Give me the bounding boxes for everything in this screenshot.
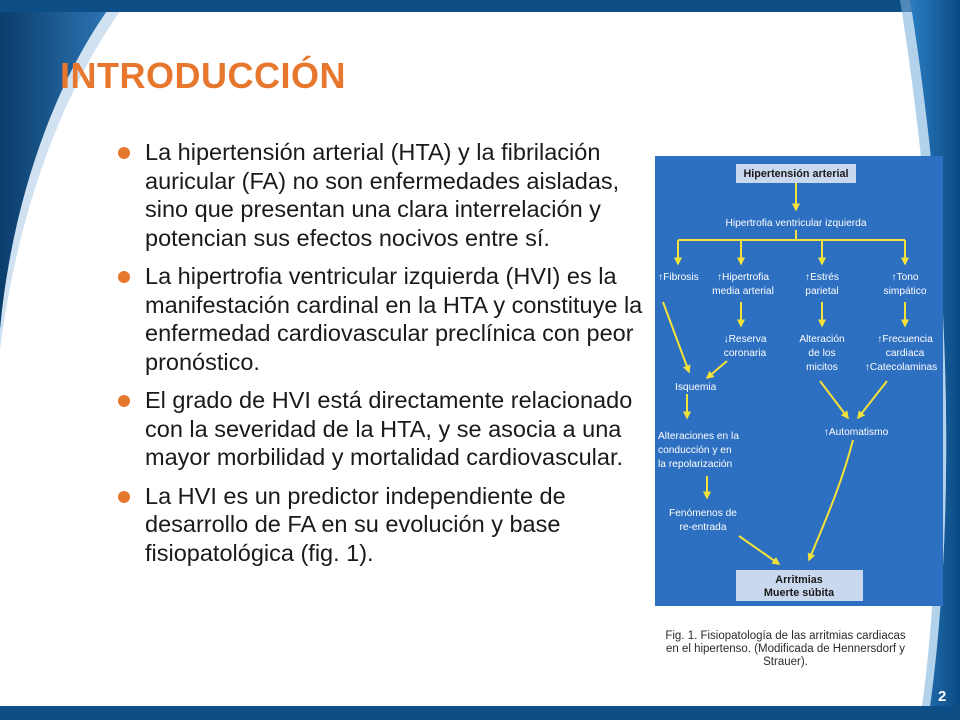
catecolaminas-label: ↑Catecolaminas [864, 362, 938, 373]
bullet-item [118, 138, 643, 252]
estres-parietal-label: parietal [805, 286, 839, 297]
bullet-dot-icon [118, 491, 130, 503]
reserva-coronaria-label: coronaria [723, 348, 767, 359]
alteraciones-conduccion-label: conducción y en [658, 445, 732, 456]
left-swoosh [0, 0, 115, 330]
slide-title: INTRODUCCIÓN [60, 55, 346, 96]
arrow [809, 440, 853, 560]
bullet-dot-icon [118, 395, 130, 407]
arrow [820, 381, 848, 418]
bullet-text: El grado de HVI está directamente relacionado con la severidad de la HTA, y se asocia a una mayor morbilidad y mortalidad cardiovascular. [145, 387, 633, 470]
bullet-text: La hipertrofia ventricular izquierda (HVI) es la manifestación cardinal en la HTA y constituye la enfermedad cardiovascular preclínica con peor pronóstico. [145, 263, 643, 375]
bullet-item [118, 482, 643, 568]
bottom-band [0, 706, 960, 720]
reentrada-label: re-entrada [679, 522, 727, 533]
estres-parietal-label: ↑Estrés [805, 272, 839, 283]
arrow [739, 536, 779, 564]
bullet-text: La HVI es un predictor independiente de desarrollo de FA en su evolución y base fisiopatológica (fig. 1). [145, 482, 566, 566]
bullet-dot-icon [118, 271, 130, 283]
bullet-item [118, 262, 643, 376]
top-band [0, 0, 960, 12]
reentrada-label: Fenómenos de [669, 508, 737, 519]
pathophysiology-diagram [655, 156, 943, 606]
arrow [663, 302, 689, 372]
bullet-dot-icon [118, 147, 130, 159]
alteraciones-conduccion-label: Alteraciones en la [658, 431, 739, 442]
bullet-text: La hipertensión arterial (HTA) y la fibrilación auricular (FA) no son enfermedades aisladas, sino que presentan una clara interrelación y potencian sus efectos nocivos entre sí. [145, 139, 620, 251]
hipertrofia-media-label: ↑Hipertrofia [716, 272, 770, 283]
muerte-subita-label: Muerte súbita [763, 587, 835, 599]
frecuencia-cardiaca-label: cardiaca [885, 348, 925, 359]
reserva-coronaria-label: ↓Reserva [723, 334, 767, 345]
arrow [707, 361, 727, 378]
frecuencia-cardiaca-label: ↑Frecuencia [877, 334, 933, 345]
figure-caption: Fig. 1. Fisiopatología de las arritmias cardiacas en el hipertenso. (Modificada de Hennersdorf y Strauer). [665, 630, 906, 668]
hvi-label: Hipertrofia ventricular izquierda [725, 218, 867, 229]
automatismo-label: ↑Automatismo [823, 427, 889, 438]
tono-simpatico-label: ↑Tono [891, 272, 919, 283]
alteracion-micitos-label: de los [808, 348, 836, 359]
alteracion-micitos-label: Alteración [799, 334, 845, 345]
isquemia-label: Isquemia [675, 382, 717, 393]
alteraciones-conduccion-label: la repolarización [658, 459, 733, 470]
arrow [858, 381, 887, 418]
hta-label: Hipertensión arterial [743, 168, 849, 180]
bullet-item [118, 386, 643, 472]
bullet-list [118, 138, 643, 577]
alteracion-micitos-label: micitos [806, 362, 838, 373]
hipertrofia-media-label: media arterial [712, 286, 774, 297]
arritmias-label: Arritmias [775, 574, 823, 586]
page-number: 2 [938, 688, 947, 705]
tono-simpatico-label: simpático [883, 286, 927, 297]
fibrosis-label: ↑Fibrosis [658, 272, 699, 283]
